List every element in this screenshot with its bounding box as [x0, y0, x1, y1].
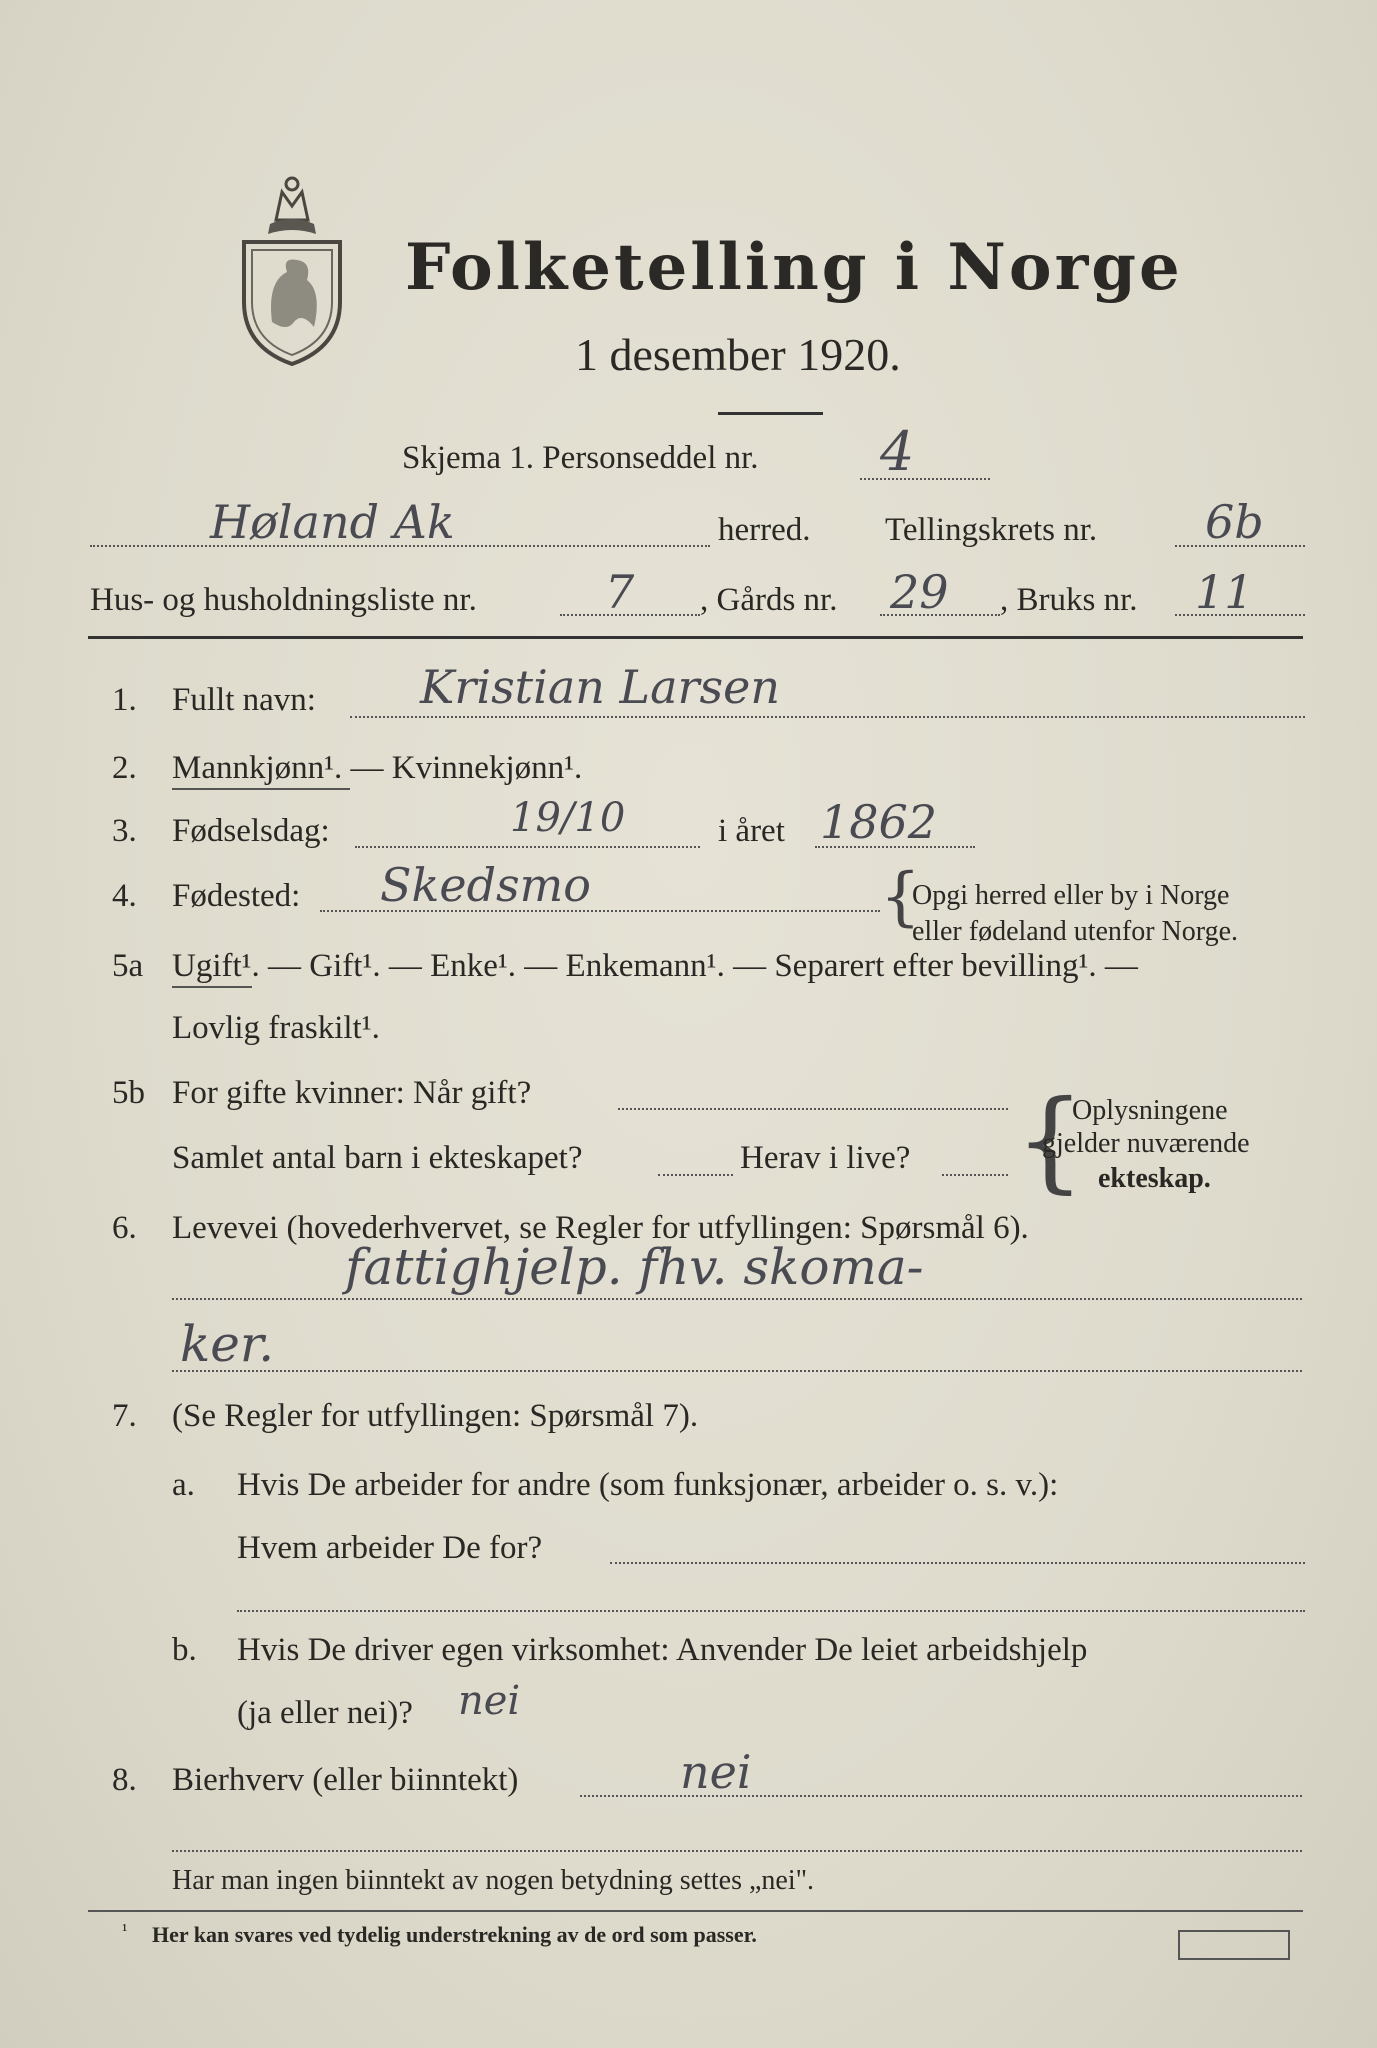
tellingskrets-value[interactable]: 6b: [1205, 495, 1264, 549]
q3-day-line: [355, 846, 700, 848]
q8-answer-value[interactable]: nei: [680, 1745, 752, 1799]
q8-extra-line: [172, 1850, 1302, 1852]
birthplace-value[interactable]: Skedsmo: [380, 858, 591, 912]
footnote-text: Her kan svares ved tydelig understrekning av de ord som passer.: [152, 1922, 757, 1947]
no-income-note: Har man ingen biinntekt av nogen betydning settes „nei".: [172, 1865, 815, 1896]
q1-number: 1.: [112, 682, 137, 718]
q8-label: Bierhverv (eller biinntekt): [172, 1762, 519, 1798]
herred-label: herred.: [718, 512, 811, 548]
personseddel-nr-value[interactable]: 4: [880, 420, 915, 483]
q2-number: 2.: [112, 750, 137, 786]
q5b-note-line2: gjelder nuværende: [1042, 1128, 1250, 1159]
q5b-children-line: [658, 1174, 733, 1176]
q5a-number: 5a: [112, 948, 144, 984]
q7a-line: [610, 1562, 1305, 1564]
form-title: Folketelling i Norge: [405, 230, 1183, 305]
gards-label: , Gårds nr.: [700, 582, 838, 618]
q5b-note-line1: Oplysningene: [1072, 1095, 1228, 1126]
q3-label: Fødselsdag:: [172, 813, 330, 849]
q5b-alive-line: [942, 1174, 1008, 1176]
q5b-gift-line: [618, 1108, 1008, 1110]
q4-label: Fødested:: [172, 878, 301, 914]
title-divider: [718, 412, 823, 415]
gards-value[interactable]: 29: [890, 565, 949, 619]
q4-note-line2: eller fødeland utenfor Norge.: [912, 916, 1239, 947]
q7b-letter: b.: [172, 1632, 197, 1668]
q8-number: 8.: [112, 1762, 137, 1798]
q5b-line1: For gifte kvinner: Når gift?: [172, 1075, 532, 1111]
full-name-value[interactable]: Kristian Larsen: [420, 660, 780, 714]
q4-number: 4.: [112, 878, 137, 914]
q6-line2: [172, 1370, 1302, 1372]
q5a-line2: Lovlig fraskilt¹.: [172, 1010, 380, 1046]
q5b-number: 5b: [112, 1075, 145, 1111]
q2-label: Mannkjønn¹. — Kvinnekjønn¹.: [172, 750, 583, 786]
footnote-rule: [88, 1910, 1303, 1912]
census-date: 1 desember 1920.: [575, 329, 901, 380]
q7a-line2: Hvem arbeider De for?: [237, 1530, 543, 1566]
q1-label: Fullt navn:: [172, 682, 316, 718]
q2-underline-mannkjonn: [172, 788, 350, 790]
q7a-letter: a.: [172, 1467, 195, 1503]
q6-number: 6.: [112, 1210, 137, 1246]
q5a-underline-ugift: [172, 986, 252, 988]
q7-label: (Se Regler for utfyllingen: Spørsmål 7).: [172, 1398, 699, 1434]
tellingskrets-label: Tellingskrets nr.: [885, 512, 1098, 548]
q6-label: Levevei (hovederhvervet, se Regler for utfyllingen: Spørsmål 6).: [172, 1210, 1029, 1246]
q7a-extra-line: [237, 1610, 1305, 1612]
q4-note-line1: Opgi herred eller by i Norge: [912, 880, 1230, 911]
q6-line1: [172, 1298, 1302, 1300]
q1-line: [350, 716, 1305, 718]
q7b-answer-value[interactable]: nei: [458, 1678, 521, 1724]
q4-brace: {: [880, 860, 921, 934]
q5b-children-label: Samlet antal barn i ekteskapet?: [172, 1140, 583, 1176]
occupation-value-line1[interactable]: fattighjelp. fhv. skoma-: [345, 1238, 924, 1296]
q5b-note-line3: ekteskap.: [1098, 1163, 1211, 1194]
bruks-value[interactable]: 11: [1195, 565, 1254, 619]
birth-day-value[interactable]: 19/10: [510, 795, 626, 841]
q7a-line1: Hvis De arbeider for andre (som funksjonær, arbeider o. s. v.):: [237, 1467, 1059, 1503]
coat-of-arms-icon: [232, 162, 352, 367]
footnote-mark: ¹: [122, 1920, 128, 1940]
skjema-label: Skjema 1. Personseddel nr.: [402, 440, 759, 476]
hus-label: Hus- og husholdningsliste nr.: [90, 582, 477, 618]
q7b-line1: Hvis De driver egen virksomhet: Anvender De leiet arbeidshjelp: [237, 1632, 1088, 1668]
q5b-alive-label: Herav i live?: [740, 1140, 911, 1176]
q3-number: 3.: [112, 813, 137, 849]
herred-value[interactable]: Høland Ak: [210, 495, 455, 549]
occupation-value-line2[interactable]: ker.: [180, 1315, 275, 1373]
q5a-line1: Ugift¹. — Gift¹. — Enke¹. — Enkemann¹. — Separert efter bevilling¹. —: [172, 948, 1138, 984]
bruks-label: , Bruks nr.: [1000, 582, 1138, 618]
header-rule: [88, 636, 1303, 639]
q7b-line2: (ja eller nei)?: [237, 1695, 413, 1731]
q3-year-label: i året: [718, 813, 785, 849]
birth-year-value[interactable]: 1862: [820, 795, 938, 849]
printer-stamp: [1178, 1930, 1290, 1960]
hus-value[interactable]: 7: [605, 565, 635, 619]
q5b-brace: {: [1015, 1076, 1085, 1204]
q7-number: 7.: [112, 1398, 137, 1434]
